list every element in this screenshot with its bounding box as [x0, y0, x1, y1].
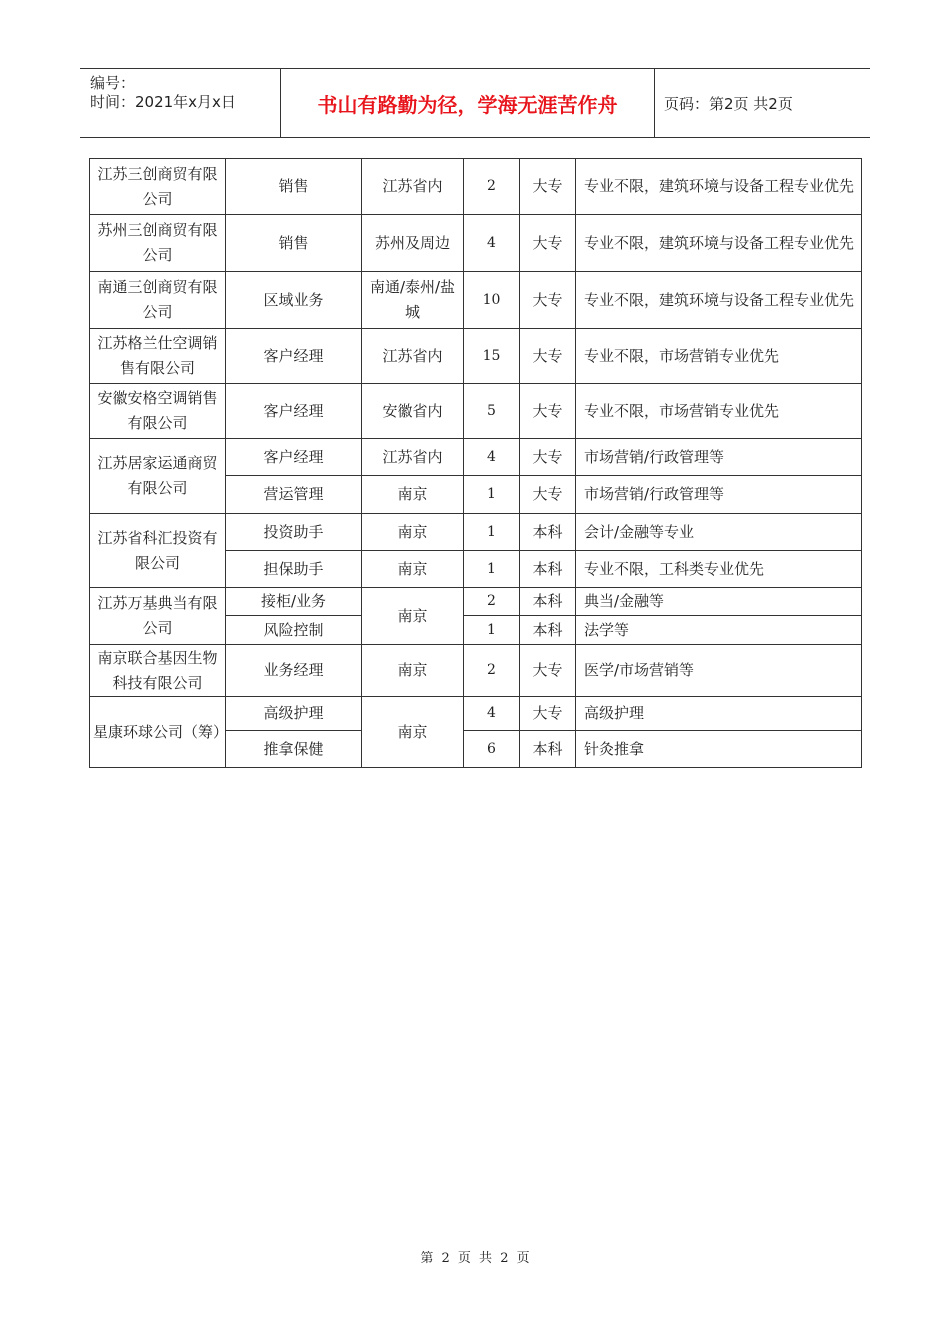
table-row — [90, 272, 862, 329]
education-cell: 大专 — [520, 384, 576, 439]
company-cell: 南通三创商贸有限公司 — [90, 272, 226, 329]
date-text: 时间：2021年x月x日 — [90, 93, 236, 111]
company-cell: 星康环球公司（筹） — [90, 697, 226, 768]
company-cell: 江苏省科汇投资有限公司 — [90, 514, 226, 588]
table-row — [90, 697, 862, 731]
position-cell: 担保助手 — [226, 551, 362, 588]
company-cell: 江苏三创商贸有限公司 — [90, 159, 226, 215]
position-cell: 推拿保健 — [226, 731, 362, 768]
location-cell: 南京 — [362, 645, 464, 697]
count-cell: 2 — [464, 159, 520, 215]
company-cell: 南京联合基因生物科技有限公司 — [90, 645, 226, 697]
count-cell: 1 — [464, 616, 520, 645]
education-cell: 大专 — [520, 439, 576, 476]
location-cell: 南京 — [362, 588, 464, 645]
table-row — [90, 645, 862, 697]
position-cell: 业务经理 — [226, 645, 362, 697]
table-row — [90, 159, 862, 215]
requirement-cell: 会计/金融等专业 — [576, 514, 862, 551]
position-cell: 客户经理 — [226, 329, 362, 384]
location-cell: 南京 — [362, 551, 464, 588]
requirement-cell: 专业不限，建筑环境与设备工程专业优先 — [576, 215, 862, 272]
position-cell: 营运管理 — [226, 476, 362, 514]
table-row — [90, 215, 862, 272]
requirement-cell: 专业不限，建筑环境与设备工程专业优先 — [576, 159, 862, 215]
count-cell: 1 — [464, 551, 520, 588]
company-cell: 安徽安格空调销售有限公司 — [90, 384, 226, 439]
requirement-cell: 专业不限，市场营销专业优先 — [576, 329, 862, 384]
position-cell: 客户经理 — [226, 439, 362, 476]
requirement-cell: 市场营销/行政管理等 — [576, 476, 862, 514]
count-cell: 2 — [464, 645, 520, 697]
count-cell: 10 — [464, 272, 520, 329]
position-cell: 接柜/业务 — [226, 588, 362, 616]
table-row — [90, 329, 862, 384]
position-cell: 区域业务 — [226, 272, 362, 329]
education-cell: 本科 — [520, 616, 576, 645]
requirement-cell: 专业不限，建筑环境与设备工程专业优先 — [576, 272, 862, 329]
requirement-cell: 医学/市场营销等 — [576, 645, 862, 697]
table-row — [90, 514, 862, 551]
education-cell: 大专 — [520, 645, 576, 697]
company-cell: 江苏居家运通商贸有限公司 — [90, 439, 226, 514]
count-cell: 6 — [464, 731, 520, 768]
position-cell: 风险控制 — [226, 616, 362, 645]
education-cell: 本科 — [520, 731, 576, 768]
education-cell: 本科 — [520, 514, 576, 551]
requirement-cell: 高级护理 — [576, 697, 862, 731]
job-table — [89, 158, 862, 768]
requirement-cell: 法学等 — [576, 616, 862, 645]
table-row — [90, 439, 862, 476]
location-cell: 苏州及周边 — [362, 215, 464, 272]
count-cell: 4 — [464, 439, 520, 476]
count-cell: 4 — [464, 215, 520, 272]
count-cell: 4 — [464, 697, 520, 731]
location-cell: 安徽省内 — [362, 384, 464, 439]
education-cell: 本科 — [520, 588, 576, 616]
page-footer: 第 2 页 共 2 页 — [420, 1251, 530, 1266]
requirement-cell: 专业不限，工科类专业优先 — [576, 551, 862, 588]
location-cell: 南通/泰州/盐城 — [362, 272, 464, 329]
education-cell: 本科 — [520, 551, 576, 588]
requirement-cell: 专业不限，市场营销专业优先 — [576, 384, 862, 439]
page-indicator: 页码：第2页 共2页 — [664, 94, 793, 113]
location-cell: 南京 — [362, 514, 464, 551]
motto: 书山有路勤为径，学海无涯苦作舟 — [280, 69, 655, 137]
requirement-cell: 针灸推拿 — [576, 731, 862, 768]
position-cell: 投资助手 — [226, 514, 362, 551]
education-cell: 大专 — [520, 476, 576, 514]
count-cell: 5 — [464, 384, 520, 439]
count-cell: 1 — [464, 514, 520, 551]
requirement-cell: 典当/金融等 — [576, 588, 862, 616]
count-cell: 1 — [464, 476, 520, 514]
company-cell: 江苏万基典当有限公司 — [90, 588, 226, 645]
page-header — [80, 68, 870, 138]
count-cell: 15 — [464, 329, 520, 384]
company-cell: 江苏格兰仕空调销售有限公司 — [90, 329, 226, 384]
requirement-cell: 市场营销/行政管理等 — [576, 439, 862, 476]
education-cell: 大专 — [520, 272, 576, 329]
table-row — [90, 588, 862, 616]
table-row — [90, 384, 862, 439]
position-cell: 销售 — [226, 215, 362, 272]
education-cell: 大专 — [520, 329, 576, 384]
location-cell: 江苏省内 — [362, 159, 464, 215]
position-cell: 高级护理 — [226, 697, 362, 731]
position-cell: 客户经理 — [226, 384, 362, 439]
position-cell: 销售 — [226, 159, 362, 215]
education-cell: 大专 — [520, 697, 576, 731]
location-cell: 南京 — [362, 476, 464, 514]
code-label: 编号： — [90, 74, 136, 92]
header-meta — [80, 69, 280, 137]
location-cell: 江苏省内 — [362, 329, 464, 384]
location-cell: 江苏省内 — [362, 439, 464, 476]
location-cell: 南京 — [362, 697, 464, 768]
company-cell: 苏州三创商贸有限公司 — [90, 215, 226, 272]
count-cell: 2 — [464, 588, 520, 616]
education-cell: 大专 — [520, 215, 576, 272]
education-cell: 大专 — [520, 159, 576, 215]
